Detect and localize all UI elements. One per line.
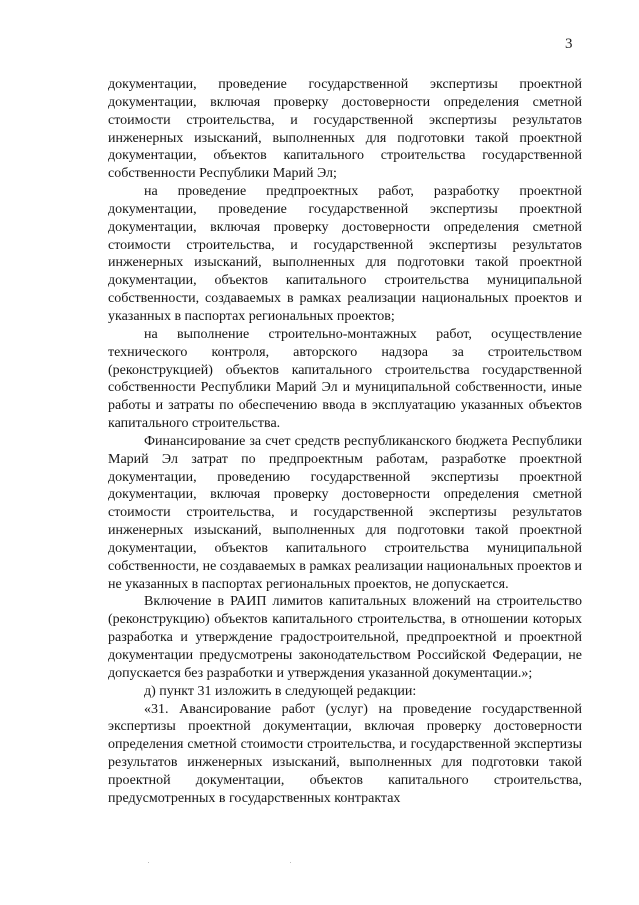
paragraph-construction-works: на выполнение строительно-монтажных работ, осуществление технического контроля, авторского надзора за строительством (реконструкцией) объектов капитального строительства государственной собственности Республики Марий Эл и муниципальной собственности, иные работы и затраты по обеспечению ввода в эксплуатацию указанных объектов капитального строительства.: [108, 326, 582, 432]
paragraph-financing: Финансирование за счет средств республиканского бюджета Республики Марий Эл затрат по предпроектным работам, разработке проектной документации, проведению государственной экспертизы проектной документации, включая проверку достоверности определения сметной стоимости строительства, и государственной экспертизы результатов инженерных изысканий, выполненных для подготовки такой проектной документации, объектов капитального строительства муниципальной собственности, не создаваемых в рамках реализации национальных проектов и не указанных в паспортах региональных проектов, не допускается.: [108, 433, 582, 592]
scan-speck: [148, 862, 149, 863]
paragraph-item-d: д) пункт 31 изложить в следующей редакции:: [144, 683, 417, 699]
document-body: [108, 76, 582, 808]
paragraph-continuation: документации, проведение государственной экспертизы проектной документации, включая проверку достоверности определения сметной стоимости строительства, и государственной экспертизы результатов инженерных изысканий, выполненных для подготовки такой проектной документации, объектов капитального строительства государственной собственности Республики Марий Эл;: [108, 77, 582, 182]
scan-speck: [290, 862, 291, 863]
paragraph-item-31: «31. Авансирование работ (услуг) на проведение государственной экспертизы проектной документации, включая проверку достоверности определения сметной стоимости строительства, и государственной экспертизы результатов инженерных изысканий, выполненных для подготовки такой проектной документации, объектов капитального строительства, предусмотренных в государственных контрактах: [108, 701, 582, 806]
page-number: 3: [565, 36, 573, 52]
paragraph-raip-inclusion: Включение в РАИП лимитов капитальных вложений на строительство (реконструкцию) объектов капитального строительства, в отношении которых разработка и утверждение градостроительной, предпроектной и проектной документации предусмотрены законодательством Российской Федерации, не допускается без разработки и утверждения указанной документации.»;: [108, 594, 582, 681]
paragraph-preproject-municipal: на проведение предпроектных работ, разработку проектной документации, проведение государственной экспертизы проектной документации, включая проверку достоверности определения сметной стоимости строительства, и государственной экспертизы результатов инженерных изысканий, выполненных для подготовки такой проектной документации, объектов капитального строительства муниципальной собственности, создаваемых в рамках реализации национальных проектов и указанных в паспортах региональных проектов;: [108, 184, 582, 324]
